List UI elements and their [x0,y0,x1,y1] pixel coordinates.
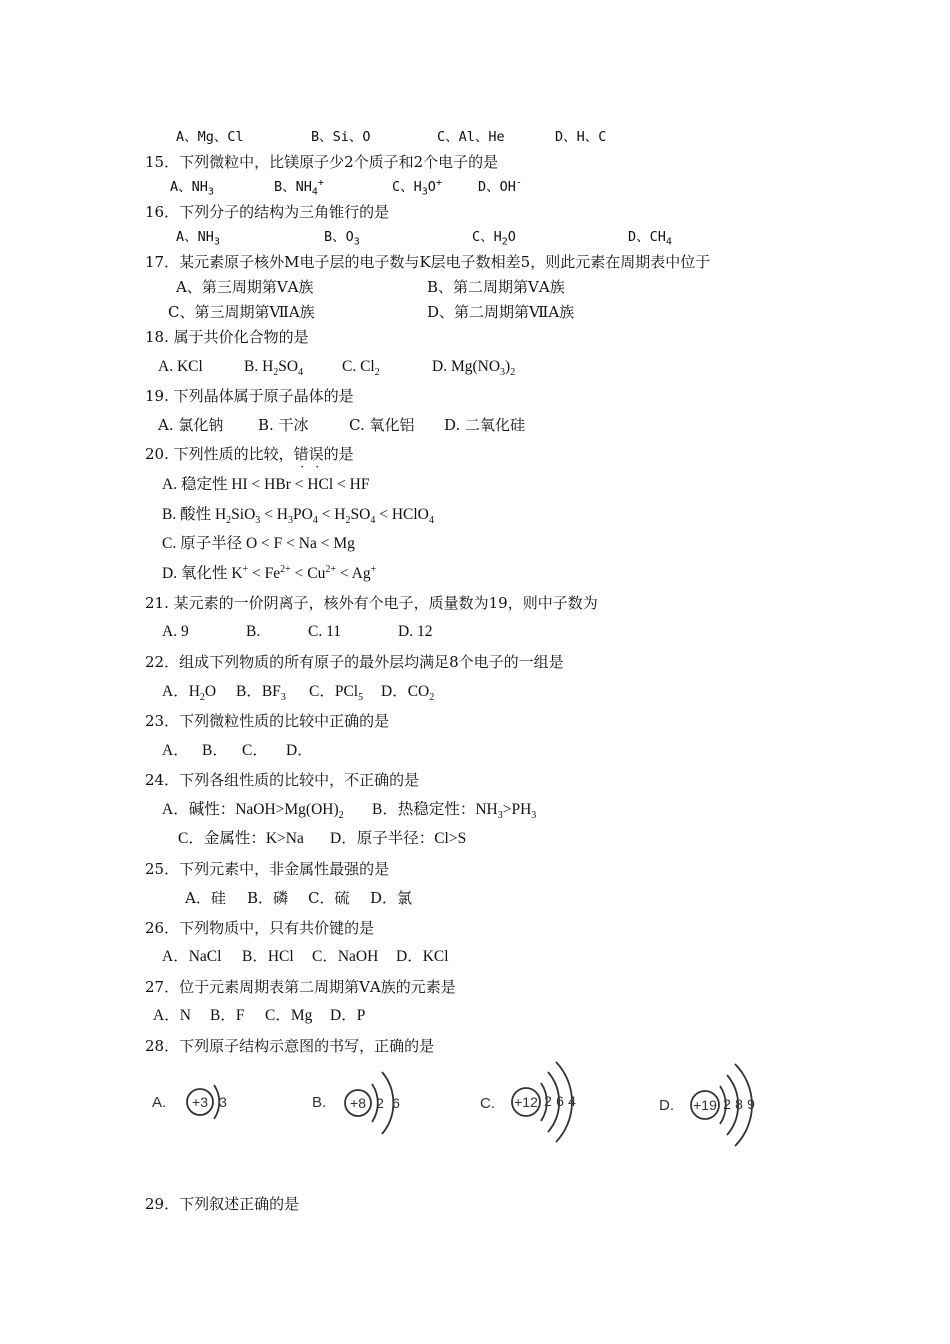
q16-option-a: A、$NH_3$ [176,229,220,248]
atom-diagram-a [150,1072,260,1136]
q18-option-b: B. $H_2SO_4$ [244,358,304,379]
q19-option-c: C. 氧化铝 [349,416,415,434]
q18-option-a: A. KCl [158,358,203,375]
atom-d-shell-1-count: 2 [723,1096,731,1112]
q23-option-d: D． [286,742,313,759]
atom-c-shell-3-count: 4 [568,1093,576,1109]
q27-option-c: C．Mg [265,1007,313,1024]
q16-stem: 16．下列分子的结构为三角锥行的是 [145,203,390,221]
q29-stem: 29．下列叙述正确的是 [145,1195,300,1213]
q23-option-b: B． [202,742,228,759]
atom-d-shell-2-count: 8 [735,1096,743,1112]
q24-stem: 24．下列各组性质的比较中，不正确的是 [145,771,420,789]
atom-diagram-c [478,1058,598,1152]
q22-option-b: B．$BF_3$ [236,683,286,704]
q24-option-b: B．热稳定性：$NH_3>PH_3$ [372,801,537,822]
q18-option-d: D. $Mg(NO_3)_2$ [432,358,516,379]
q23-option-c: C． [242,742,268,759]
atom-diagram-d [657,1060,777,1156]
atom-a-nucleus-charge: +3 [192,1094,208,1110]
emphasis-dot-char: 错 [293,445,309,463]
q18-option-c: C. $Cl_2$ [342,358,380,379]
q16-option-c: C、$H_2O$ [472,229,516,248]
q24-options-row2 [178,829,466,849]
atom-d-label: D. [659,1097,674,1114]
q25-stem: 25．下列元素中，非金属性最强的是 [145,860,390,878]
q19-option-a: A. 氯化钠 [158,416,224,434]
q21-option-c: C. 11 [308,623,342,640]
q15-option-a: A、$NH_3$ [170,179,214,198]
q19-option-d: D. 二氧化硅 [444,416,526,434]
q24-option-c: C．金属性：K>Na [178,830,304,847]
q27-option-b: B．F [210,1007,245,1024]
q28-stem: 28．下列原子结构示意图的书写，正确的是 [145,1037,435,1055]
q17-option-a: A、第三周期第ⅤA族 [176,278,314,296]
q16-option-d: D、$CH_4$ [628,229,672,248]
q26-option-b: B．HCl [242,948,294,965]
atom-b-shell-1-count: 2 [376,1095,384,1111]
q20-option-d: D. 氧化性 $K^+ < Fe^{2+} < Cu^{2+} < Ag^+$ [162,563,377,582]
q25-option-d: D．氯 [370,889,413,907]
q14-option-b: B、Si、O [311,129,371,145]
q16-options [176,227,672,247]
q15-options [170,177,522,197]
atom-a-label: A. [152,1094,167,1111]
q26-options [162,947,449,967]
q25-option-a: A．硅 [185,889,226,907]
q24-options-row1 [162,800,536,820]
q20-option-c: C. 原子半径 O < F < Na < Mg [162,535,355,552]
q21-stem: 21. 某元素的一价阴离子，核外有个电子，质量数为19，则中子数为 [145,594,598,612]
q26-option-d: D．KCl [396,948,449,965]
q15-option-d: D、OH- [478,177,522,195]
q22-option-c: C．PCl$_5$ [309,683,364,704]
q24-option-a: A．碱性：$NaOH>Mg(OH)_2$ [162,801,344,822]
q17-option-d: D、第二周期第ⅦA族 [427,303,575,321]
q22-options [162,682,434,702]
atom-c-label: C. [480,1095,495,1112]
q27-options [153,1006,365,1026]
q26-stem: 26．下列物质中，只有共价键的是 [145,919,375,937]
atom-c-shell-1-count: 2 [544,1093,552,1109]
q20-option-a: A. 稳定性 HI < HBr < HCl < HF [162,476,370,493]
q14-option-d: D、H、C [555,129,607,145]
q27-option-a: A．N [153,1007,191,1024]
q21-option-b: B. [246,623,261,640]
atom-d-shell-3-count: 9 [747,1096,755,1112]
q23-options [162,741,313,761]
q21-option-d: D. 12 [398,623,433,640]
q22-stem: 22．组成下列物质的所有原子的最外层均满足8个电子的一组是 [145,653,564,671]
q15-option-b: B、$NH_4^+$ [274,177,324,198]
q14-option-c: C、Al、He [437,129,505,145]
q27-stem: 27．位于元素周期表第二周期第ⅤA族的元素是 [145,978,456,996]
q23-stem: 23．下列微粒性质的比较中正确的是 [145,712,390,730]
q21-option-a: A. 9 [162,623,189,640]
q19-option-b: B. 干冰 [258,416,309,434]
emphasis-dot-char: 误 [308,445,324,463]
q25-options [185,888,412,908]
atom-b-label: B. [312,1094,327,1111]
q26-option-c: C．NaOH [312,948,379,965]
q15-stem: 15．下列微粒中，比镁原子少2个质子和2个电子的是 [145,153,499,171]
atom-b-shell-2-count: 6 [392,1095,400,1111]
q18-stem: 18. 属于共价化合物的是 [145,328,309,346]
q20-option-b: B. 酸性 $H_2SiO_3 < H_3PO_4 < H_2SO_4$ < HClO$_4$ [162,506,434,527]
q17-stem: 17．某元素原子核外M电子层的电子数与K层电子数相差5，则此元素在周期表中位于 [145,253,711,271]
q25-option-b: B．磷 [247,889,289,907]
q20-stem: 20. 下列性质的比较，错误的是 [145,445,354,463]
atom-b-nucleus-charge: +8 [350,1095,366,1111]
atom-d-nucleus-charge: +19 [693,1097,717,1113]
atom-a-shell-1-count: 3 [219,1094,227,1110]
q23-option-a: A． [162,742,189,759]
q21-options [162,622,432,642]
q15-option-c: C、$H_3O^+$ [392,177,442,198]
atom-diagram-b [310,1063,430,1147]
q27-option-d: D．P [330,1007,366,1024]
q19-stem: 19. 下列晶体属于原子晶体的是 [145,387,354,405]
q14-option-a: A、Mg、Cl [176,129,244,145]
q17-option-c: C、第三周期第ⅦA族 [168,303,315,321]
q24-option-d: D．原子半径：Cl>S [330,830,467,847]
q18-options [158,357,515,377]
atom-c-shell-2-count: 6 [556,1093,564,1109]
q25-option-c: C．硫 [308,889,350,907]
q14-options [176,127,606,147]
atom-c-nucleus-charge: +12 [514,1094,538,1110]
q16-option-b: B、$O_3$ [324,229,360,248]
q19-options [158,415,525,435]
q22-option-a: A．$H_2O$ [162,683,217,704]
q17-option-b: B、第二周期第ⅤA族 [427,278,565,296]
q22-option-d: D．$CO_2$ [381,683,435,704]
q26-option-a: A．NaCl [162,948,222,965]
